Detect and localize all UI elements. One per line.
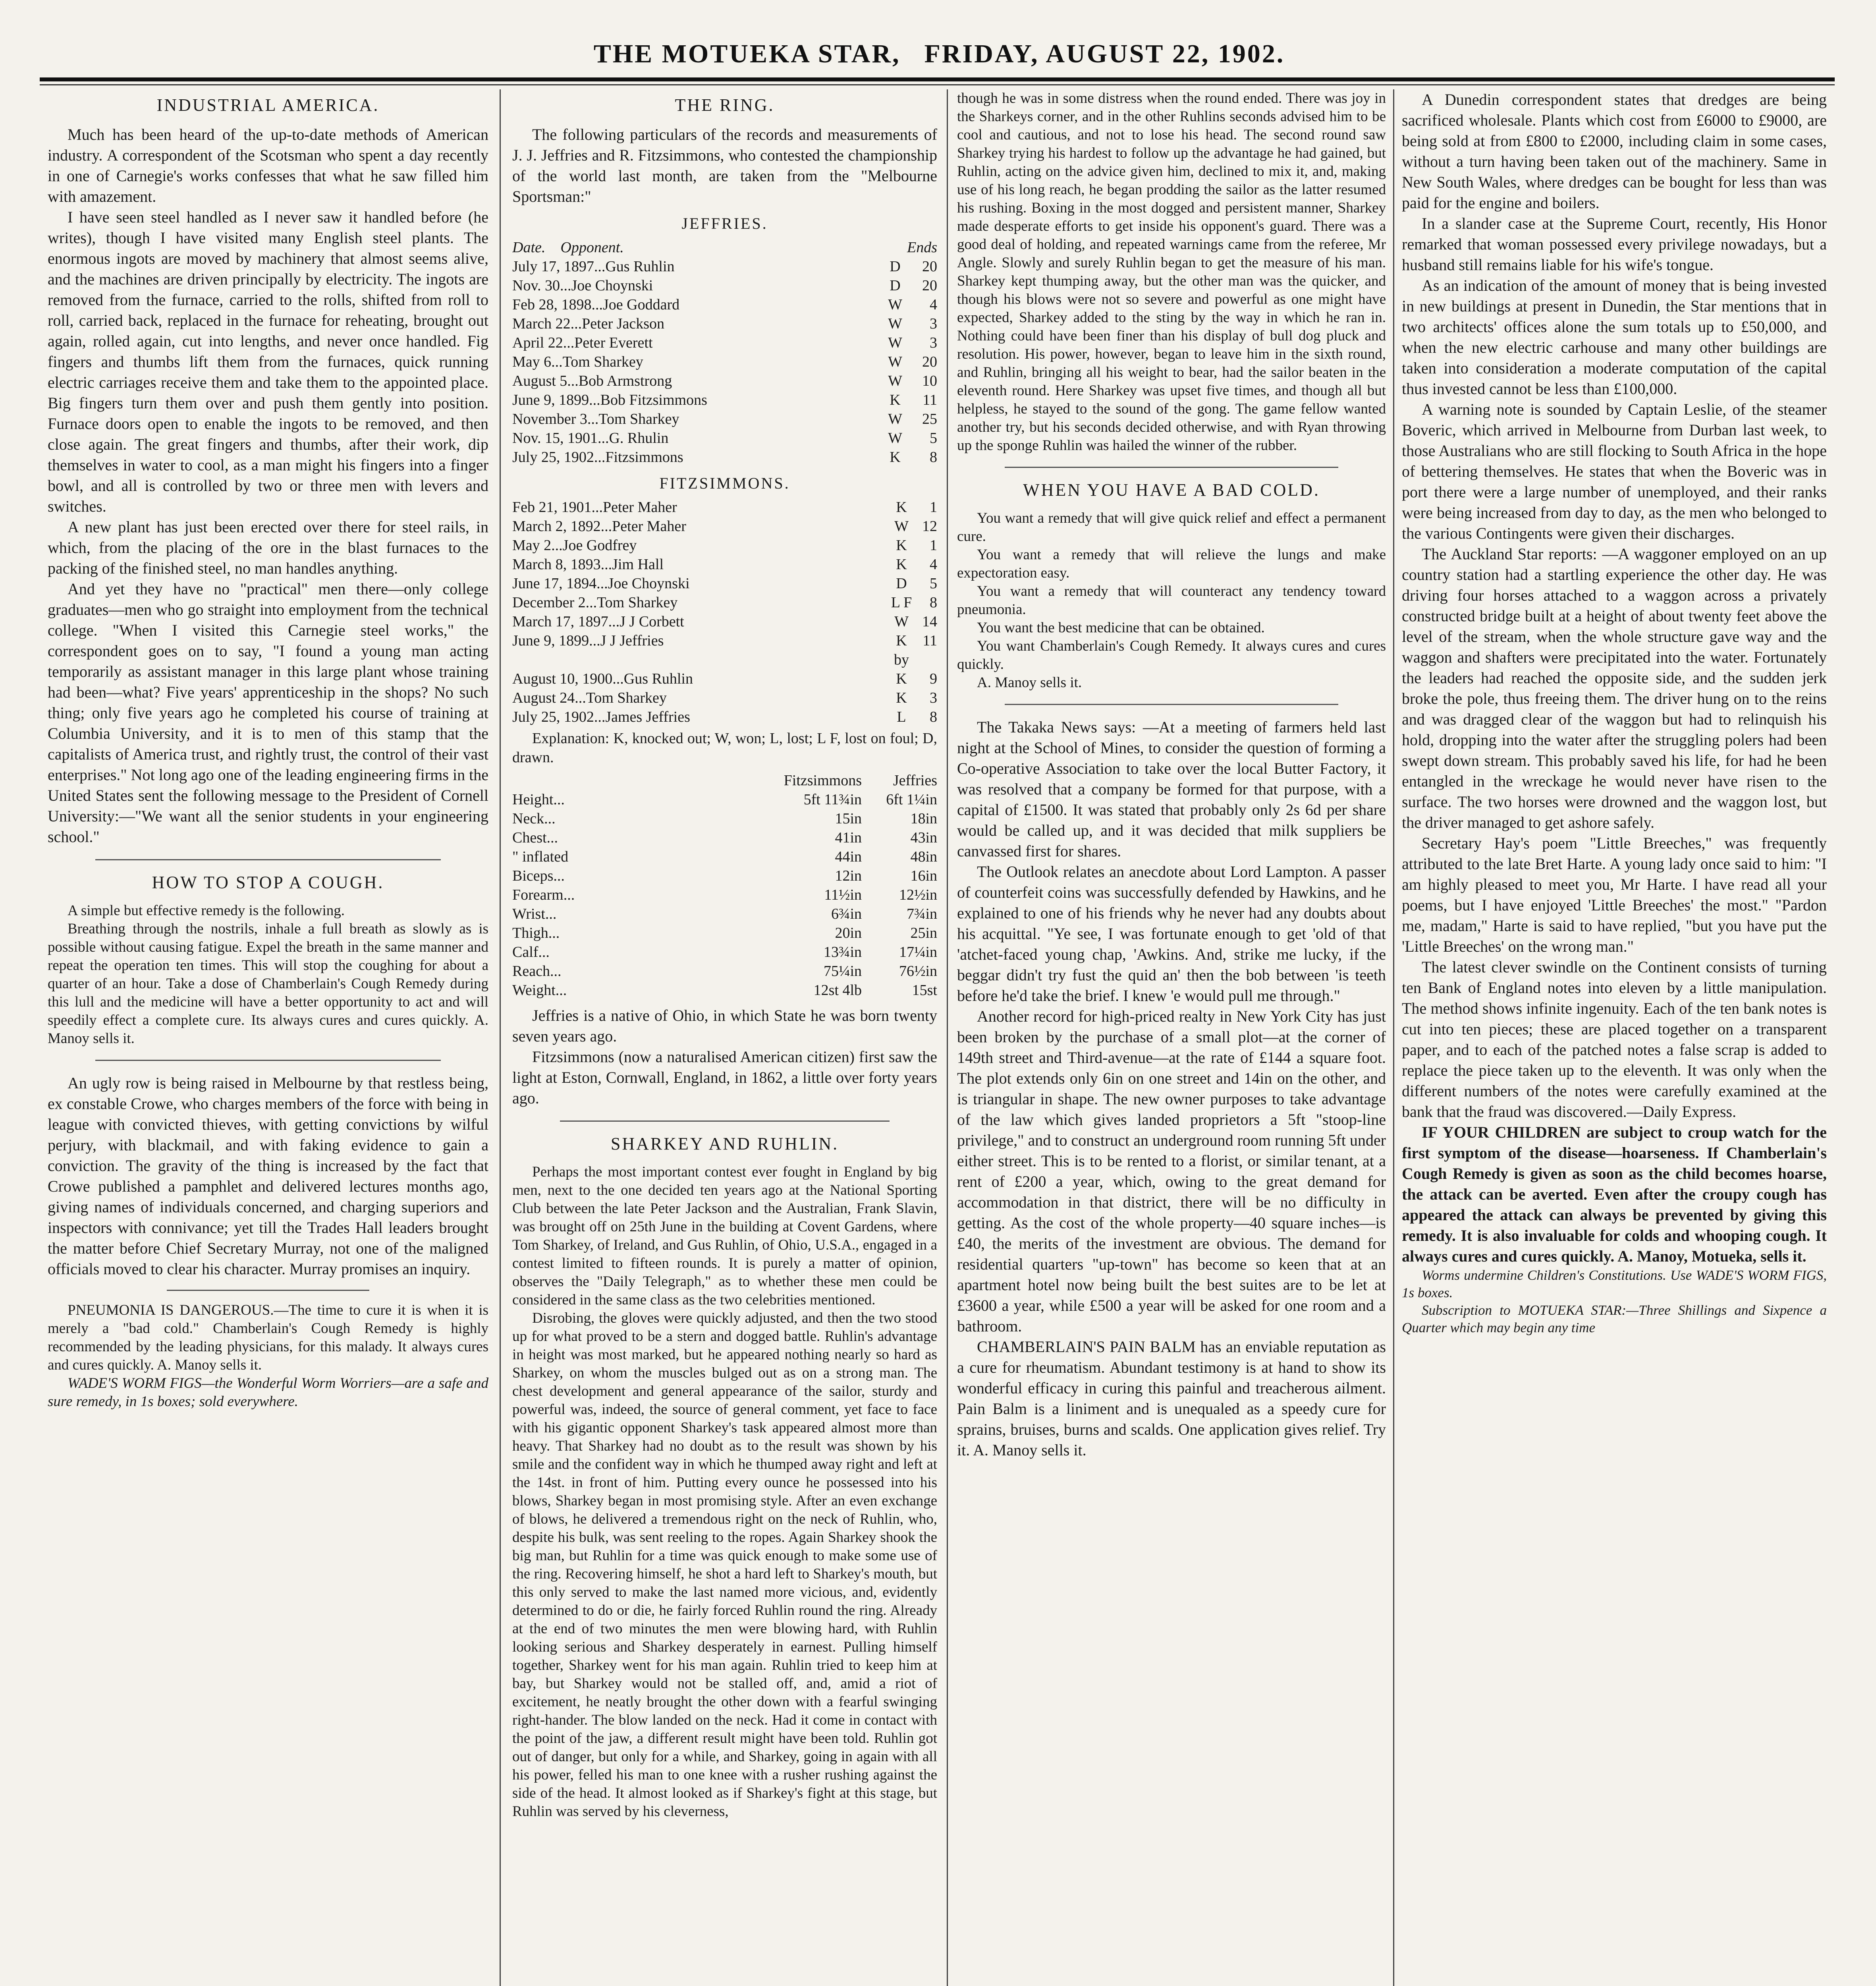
column-rule: [1393, 89, 1394, 1986]
measurements-table: [512, 771, 937, 1000]
bout-result: W: [888, 411, 902, 427]
measurement-fitzsimmons: 44in: [835, 848, 862, 865]
measurement-jeffries: 12½in: [899, 887, 937, 903]
advert-line: You want a remedy that will relieve the lungs and make expectoration easy.: [957, 547, 1386, 581]
fitzsimmons-bout-row: [512, 536, 937, 555]
article-paragraph: The following particulars of the records and measurements of J. J. Jeffries and R. Fitzsimmons, who contested the championship of the world last month, are taken from the "Melbourne Sportsman:": [512, 126, 937, 205]
measurement-label: Neck...: [512, 810, 556, 827]
measurement-row: [512, 847, 937, 866]
measurement-label: Thigh...: [512, 925, 560, 941]
advert-title-bad-cold: WHEN YOU HAVE A BAD COLD.: [1023, 480, 1320, 500]
column-3: [957, 89, 1386, 1986]
bout-rounds: 3: [930, 690, 937, 706]
advert-pain-balm: CHAMBERLAIN'S PAIN BALM has an enviable reputation as a cure for rheumatism. Abundant testimony is at hand to show its wonderful efficacy in curing this painful and treacherous ailment. Pain Balm is a liniment and is unequaled as a speedy cure for sprains, bruises, burns and scalds. One application gives relief. Try it. A. Manoy sells it.: [957, 1338, 1386, 1459]
measurement-jeffries: 25in: [910, 925, 937, 941]
measurement-jeffries: 43in: [910, 829, 937, 846]
bout-rounds: 4: [930, 296, 937, 313]
section-divider: [1005, 704, 1338, 705]
jeffries-bout-row: [512, 448, 937, 467]
bout-date-opponent: May 2...Joe Godfrey: [512, 537, 637, 554]
fitzsimmons-bout-row: [512, 688, 937, 707]
fitzsimmons-bout-row: [512, 574, 937, 593]
measurement-label: Chest...: [512, 829, 558, 846]
advert-line: You want a remedy that will counteract any tendency toward pneumonia.: [957, 583, 1386, 618]
measurement-fitzsimmons: 5ft 11¾in: [803, 791, 862, 808]
bout-date-opponent: March 22...Peter Jackson: [512, 315, 665, 332]
bout-date-opponent: August 10, 1900...Gus Ruhlin: [512, 670, 693, 687]
measurement-fitzsimmons: 12in: [835, 867, 862, 884]
bout-result: D: [890, 277, 901, 294]
col-opponent-label: Opponent.: [560, 239, 624, 256]
column-1: [48, 89, 488, 1986]
article-title-sharkey-ruhlin: SHARKEY AND RUHLIN.: [610, 1134, 839, 1153]
section-divider: [560, 1121, 890, 1122]
measurement-row: [512, 981, 937, 1000]
advert-your-children: IF YOUR CHILDREN are subject to croup watch for the first symptom of the disease—hoarseness. If Chamberlain's Cough Remedy is given as soon as the child becomes hoarse, the attack can be averted. Even after the croupy cough has appeared the attack can always be prevented by giving this remedy. It is also invaluable for colds and whooping cough. It always cures and cures quickly. A. Manoy, Motueka, sells it.: [1402, 1123, 1827, 1265]
advert-wades-worm-figs: WADE'S WORM FIGS—the Wonderful Worm Worriers—are a safe and sure remedy, in 1s boxes; sold everywhere.: [48, 1375, 488, 1410]
advert-pneumonia: PNEUMONIA IS DANGEROUS.—The time to cure it is when it is merely a "bad cold." Chamberlain's Cough Remedy is highly recommended by the leading physicians, for this malady. It always cures and cures quickly. A. Manoy sells it.: [48, 1302, 488, 1373]
jeffries-bout-row: [512, 276, 937, 295]
col-ends-label: Ends: [907, 239, 937, 256]
article-paragraph: though he was in some distress when the round ended. There was joy in the Sharkeys corner, and in the other Ruhlins seconds advised him to be cool and cautious, and not to lose his head. The second round saw Sharkey trying his hardest to follow up the advantage he had gained, but Ruhlin, acting on the advice given him, declined to mix it, and, making use of his long reach, he began prodding the sailor as the latter resumed his rushing. Boxing in the most dogged and persistent manner, Sharkey made desperate efforts to get inside his opponent's guard. There was a good deal of holding, and repeated warnings came from the referee, Mr Angle. Slowly and surely Ruhlin began to get the measure of his man. Sharkey kept thumping away, but the other man was the quicker, and though his blows were not so severe and powerful as one might have expected, Sharkey added to the sting by the way in which he ran in. Nothing could have been finer than his display of bull dog pluck and resolution. His power, however, began to leave him in the sixth round, and Ruhlin, bringing all his weight to bear, had the sailor beaten in the eleventh round. Here Sharkey was upset five times, and though all but helpless, he stayed to the sound of the gong. The game fellow wanted another try, but his seconds decided otherwise, and with Ryan throwing up the sponge Ruhlin was hailed the winner of the rubber.: [957, 90, 1386, 454]
masthead-date: FRIDAY, AUGUST 22, 1902.: [924, 39, 1285, 68]
article-paragraph: The latest clever swindle on the Continent consists of turning ten Bank of England notes into eleven by a little manipulation. The method shows infinite ingenuity. Each of the ten bank notes is cut into ten pieces; these are placed together on a transparent paper, and to each of the patched notes a false scrap is added to replace the piece taken up to the eleventh. It was only when the different numbers of the notes were carefully examined at the bank that the fraud was discovered.—Daily Express.: [1402, 958, 1827, 1121]
measurement-row: [512, 866, 937, 885]
jeffries-bout-row: [512, 295, 937, 314]
article-paragraph: I have seen steel handled as I never saw it handled before (he writes), though I have visited many English steel plants. The enormous ingots are moved by machinery that almost seems alive, and the machines are driven principally by electricity. The ingots are removed from the furnace, carried to the rolls, shifted from roll to roll, carried back, replaced in the furnace for reheating, brought out again, rolled again, cut into lengths, and never once handled. Fig fingers and thumbs lift them from the furnaces, quick running electric carriages receive them and take them to the appointed place. Big fingers turn them over and push them gently into position. Furnace doors open to enable the ingots to be removed, and then close again. The great fingers and thumbs, after their work, dip themselves in water to cool, as a man might his fingers into a finger bowl, and all is controlled by two or three men with levers and switches.: [48, 208, 488, 515]
advert-bad-cold: [957, 509, 1386, 692]
article-paragraph: A warning note is sounded by Captain Leslie, of the steamer Boveric, which arrived in Melbourne from Durban last week, to those Australians who are still flocking to South Africa in the hope of bettering themselves. He states that when the Boveric was in port there were a large number of unemployed, and their ranks were being increased from day to day, as the men who belonged to the various Contingents were given their discharges.: [1402, 400, 1827, 542]
measurement-label: Wrist...: [512, 906, 557, 922]
bout-rounds: 14: [922, 613, 937, 630]
bout-rounds: 11: [923, 392, 937, 408]
bout-rounds: 3: [930, 334, 937, 351]
section-divider: [167, 1290, 369, 1291]
fitzsimmons-bout-row: [512, 593, 937, 612]
bout-date-opponent: April 22...Peter Everett: [512, 334, 653, 351]
jeffries-bout-row: [512, 257, 937, 276]
bout-date-opponent: Nov. 30...Joe Choynski: [512, 277, 653, 294]
bout-date-opponent: July 25, 1902...Fitzsimmons: [512, 449, 683, 466]
measurement-jeffries: 48in: [910, 848, 937, 865]
bout-rounds: 12: [922, 518, 937, 535]
fitzsimmons-bout-row: [512, 631, 937, 669]
jeffries-record-table: [512, 238, 937, 467]
advert-line: You want Chamberlain's Cough Remedy. It always cures and cures quickly.: [957, 638, 1386, 672]
measurement-jeffries: 6ft 1¼in: [886, 791, 937, 808]
measurement-row: [512, 923, 937, 943]
bout-date-opponent: July 17, 1897...Gus Ruhlin: [512, 258, 675, 275]
bout-rounds: 10: [922, 373, 937, 389]
bout-result: W: [894, 518, 909, 535]
bout-rounds: 3: [930, 315, 937, 332]
fitzsimmons-bout-row: [512, 612, 937, 631]
measurement-jeffries: 15st: [912, 982, 937, 999]
bout-rounds: 20: [922, 354, 937, 370]
column-rule: [500, 89, 501, 1986]
jeffries-bout-row: [512, 429, 937, 448]
meas-head-jeffries: Jeffries: [893, 772, 937, 789]
jeffries-heading: JEFFRIES.: [681, 214, 768, 232]
article-paragraph: Fitzsimmons (now a naturalised American citizen) first saw the light at Eston, Cornwall, England, in 1862, a little over forty years ago.: [512, 1048, 937, 1107]
measurement-jeffries: 76½in: [899, 963, 937, 979]
measurement-jeffries: 7¾in: [906, 906, 937, 922]
table-header-row: [512, 771, 937, 790]
article-paragraph: Much has been heard of the up-to-date methods of American industry. A correspondent of the Scotsman who spent a day recently in one of Carnegie's works confesses that what he saw filled him with amazement.: [48, 126, 488, 205]
measurement-row: [512, 790, 937, 809]
measurement-fitzsimmons: 13¾in: [823, 944, 862, 960]
measurement-label: Weight...: [512, 982, 567, 999]
jeffries-bout-row: [512, 314, 937, 333]
measurement-fitzsimmons: 15in: [835, 810, 862, 827]
measurement-label: Height...: [512, 791, 565, 808]
masthead: [52, 28, 1827, 75]
article-paragraph: Jeffries is a native of Ohio, in which State he was born twenty seven years ago.: [512, 1007, 937, 1045]
bout-result: L: [897, 709, 906, 725]
subscription-notice: Subscription to MOTUEKA STAR:—Three Shillings and Sixpence a Quarter which may begin any time: [1402, 1302, 1827, 1335]
masthead-paper-name: THE MOTUEKA STAR,: [593, 39, 901, 68]
article-paragraph: A simple but effective remedy is the following.: [68, 902, 345, 919]
column-4: [1402, 89, 1827, 1986]
measurement-row: [512, 885, 937, 904]
bout-date-opponent: August 5...Bob Armstrong: [512, 373, 672, 389]
bout-date-opponent: Feb 21, 1901...Peter Maher: [512, 499, 677, 516]
measurement-row: [512, 809, 937, 828]
section-divider: [1005, 467, 1338, 468]
measurement-fitzsimmons: 6¾in: [831, 906, 862, 922]
bout-rounds: 4: [930, 556, 937, 573]
bout-rounds: 8: [930, 449, 937, 466]
bout-result: W: [888, 373, 902, 389]
article-paragraph: And yet they have no "practical" men there—only college graduates—men who go straight into employment from the technical college. "When I visited this Carnegie steel works," the correspondent goes on to say, "I found a young man acting temporarily as assistant manager in this large plant whose training had been—what? Five years' apprenticeship in the shops? No such thing; only five years ago he completed his course of training at Columbia University, and it is to men of this stamp that the capitalists of America trust, and rightly trust, the control of their vast enterprises." Not long ago one of the leading engineering firms in the United States sent the following message to the President of Cornell University:—"We want all the senior students in your engineering school.": [48, 580, 488, 846]
bout-date-opponent: Feb 28, 1898...Joe Goddard: [512, 296, 680, 313]
bout-result: K: [896, 499, 907, 516]
article-paragraph: Disrobing, the gloves were quickly adjusted, and then the two stood up for what proved to be a stern and dogged battle. Ruhlin's advantage in height was most marked, but he appeared nothing nearly so hard as Sharkey, on whom the muscles bulged out as on a strong man. The chest development and general appearance of the sailor, sturdy and powerful was, indeed, the source of general comment, yet face to face with his gigantic opponent Sharkey's task appeared almost more than heavy. That Sharkey had no doubt as to the result was shown by his smile and the confident way in which he thumped away right and left at the 14st. in front of him. Putting every ounce he possessed into his blows, Sharkey began in most promising style. After an even exchange of blows, he delivered a tremendous right on the neck of Ruhlin, who, despite his bulk, was sent reeling to the ropes. Again Sharkey shook the big man, but Ruhlin for a time was quick enough to make some use of the ring. Recovering himself, he shot a hard left to Sharkey's mouth, but this only served to make the last named more vicious, and, evidently determined to do or die, he fairly forced Ruhlin round the ring. Already at the end of two minutes the men were blowing hard, with Ruhlin looking serious and Sharkey desperately in earnest. Pulling himself together, Sharkey went for his man again. Ruhlin tried to keep him at bay, but Sharkey would not be stalled off, and, amid a riot of excitement, he neatly brought the other down with a fearful swinging right-hander. The blow landed on the neck. Had it come in contact with the point of the jaw, a different result might have been told. Ruhlin got out of danger, but only for a while, and Sharkey, going in again with all his power, felled his man to one knee with a rusher rushing against the side of the head. It almost looked as if Sharkey's fight at this stage, but Ruhlin was served by his cleverness,: [512, 1310, 937, 1820]
meas-head-fitzsimmons: Fitzsimmons: [784, 772, 862, 789]
bout-rounds: 5: [930, 430, 937, 446]
article-title-stop-cough: HOW TO STOP A COUGH.: [152, 873, 384, 892]
measurement-fitzsimmons: 11½in: [824, 887, 862, 903]
bout-result: W: [888, 354, 902, 370]
article-paragraph: The Takaka News says: —At a meeting of farmers held last night at the School of Mines, to consider the question of forming a Co-operative Association to take over the local Butter Factory, it was resolved that a company be formed for that purpose, with a capital of £1500. It was stated that probably only 2s 6d per share would be called up, and it was decided that milk suppliers be canvassed first for shares.: [957, 718, 1386, 860]
fitzsimmons-bout-row: [512, 669, 937, 688]
measurement-row: [512, 904, 937, 923]
bout-date-opponent: June 17, 1894...Joe Choynski: [512, 575, 690, 592]
bout-result: D: [896, 575, 907, 592]
bout-result: W: [888, 334, 902, 351]
bout-result: L F: [891, 594, 912, 611]
fitzsimmons-bout-row: [512, 517, 937, 536]
article-paragraph: Perhaps the most important contest ever fought in England by big men, next to the one decided ten years ago at the National Sporting Club between the late Peter Jackson and the Australian, Frank Slavin, was brought off on 25th June in the building at Covent Gardens, where Tom Sharkey, of Ireland, and Gus Ruhlin, of Ohio, U.S.A., engaged in a contest limited to fifteen rounds. It is purely a matter of opinion, observes the "Daily Telegraph," as to whether these men could be considered in the same class as the two celebrities mentioned.: [512, 1164, 937, 1308]
jeffries-bout-row: [512, 333, 937, 352]
bout-date-opponent: July 25, 1902...James Jeffries: [512, 709, 690, 725]
measurement-fitzsimmons: 41in: [835, 829, 862, 846]
article-title-the-ring: THE RING.: [675, 95, 775, 115]
measurement-jeffries: 16in: [910, 867, 937, 884]
column-rule: [947, 89, 948, 1986]
bout-result: K: [896, 556, 907, 573]
bout-date-opponent: March 8, 1893...Jim Hall: [512, 556, 664, 573]
jeffries-bout-row: [512, 410, 937, 429]
column-2: [512, 89, 937, 1986]
bout-result: K: [896, 690, 907, 706]
jeffries-bout-row: [512, 352, 937, 371]
masthead-rule-thin: [40, 84, 1835, 85]
article-paragraph: As an indication of the amount of money that is being invested in new buildings at present in Dunedin, the Star mentions that in two architects' offices alone the sum totals up to £50,000, and when the new electric carhouse and many other buildings are taken into consideration a moderate computation of the capital thus invested cannot be less than £100,000.: [1402, 276, 1827, 398]
bout-rounds: 1: [930, 537, 937, 554]
article-paragraph: The Auckland Star reports: —A waggoner employed on an up country station had a startling experience the other day. He was driving four horses attached to a waggon across a privately constructed bridge built at a height of about twenty feet above the level of the stream, when the whole structure gave way and the waggon and shafters were precipitated into the water. Fortunately the leaders had reached the opposite side, and the sudden jerk broke the pole, thus freeing them. The driver hung on to the reins and was dragged clear of the waggon but had to relinquish his hold, dropping into the water after the struggling polers had been swept down stream. This probably saved his life, for had he been entangled in the wreckage he would never have risen to the surface. The two horses were drowned and the waggon lost, but the driver managed to get ashore safely.: [1402, 545, 1827, 831]
bout-rounds: 5: [930, 575, 937, 592]
bout-date-opponent: March 2, 1892...Peter Maher: [512, 518, 686, 535]
jeffries-bout-row: [512, 371, 937, 390]
bout-rounds: 1: [930, 499, 937, 516]
bout-date-opponent: August 24...Tom Sharkey: [512, 690, 667, 706]
measurement-jeffries: 18in: [910, 810, 937, 827]
bout-result: K: [890, 392, 901, 408]
bout-result: D: [890, 258, 901, 275]
bout-rounds: 8: [930, 709, 937, 725]
bout-date-opponent: June 9, 1899...J J Jeffries: [512, 632, 664, 649]
advert-worm-figs: Worms undermine Children's Constitutions. Use WADE'S WORM FIGS, 1s boxes.: [1402, 1267, 1827, 1300]
measurement-row: [512, 962, 937, 981]
article-title-industrial-america: INDUSTRIAL AMERICA.: [156, 95, 380, 115]
measurement-label: Calf...: [512, 944, 550, 960]
bout-rounds: 8: [930, 594, 937, 611]
measurement-fitzsimmons: 12st 4lb: [813, 982, 862, 999]
measurement-row: [512, 943, 937, 962]
advert-line: You want a remedy that will give quick relief and effect a permanent cure.: [957, 510, 1386, 545]
bout-result: W: [888, 315, 902, 332]
measurement-label: Forearm...: [512, 887, 575, 903]
bout-rounds: 20: [922, 277, 937, 294]
measurement-fitzsimmons: 20in: [835, 925, 862, 941]
section-divider: [95, 1060, 441, 1061]
measurement-label: Reach...: [512, 963, 562, 979]
article-paragraph: A Dunedin correspondent states that dredges are being sacrificed wholesale. Plants which cost from £6000 to £9000, are being sold at from £800 to £2000, including claim in some cases, without a turn having been taken out of the machinery. Same in New South Wales, where dredges can be bought for less than was paid for the engine and boilers.: [1402, 91, 1827, 212]
bout-result: K by: [894, 632, 909, 668]
article-paragraph: A new plant has just been erected over there for steel rails, in which, from the placing of the ore in the blast furnaces to the packing of the finished steel, no man handles anything.: [48, 518, 488, 577]
bout-date-opponent: Nov. 15, 1901...G. Rhulin: [512, 430, 669, 446]
fitzsimmons-heading: FITZSIMMONS.: [659, 474, 790, 492]
article-paragraph: Secretary Hay's poem "Little Breeches," was frequently attributed to the late Bret Harte. A young lady once said to him: "I am highly pleased to meet you, Mr Harte. I have read all your poems, but I have enjoyed 'Little Breeches' the most." "Pardon me, madam," Harte is said to have replied, "but you have put the 'Little Breeches' on the wrong man.": [1402, 834, 1827, 955]
bout-date-opponent: May 6...Tom Sharkey: [512, 354, 643, 370]
measurement-label: Biceps...: [512, 867, 565, 884]
bout-result: K: [890, 449, 901, 466]
advert-line: You want the best medicine that can be obtained.: [977, 620, 1265, 636]
fitzsimmons-bout-row: [512, 707, 937, 726]
fitzsimmons-record-table: [512, 498, 937, 726]
bout-result: W: [894, 613, 909, 630]
bout-rounds: 9: [930, 670, 937, 687]
bout-rounds: 11: [923, 632, 937, 649]
article-paragraph: The Outlook relates an anecdote about Lord Lampton. A passer of counterfeit coins was successfully defended by Hawkins, and he explained to one of his friends why he never had any doubts about his acquittal. "Ye see, I was fortunate enough to get 'old of that 'atchet-faced young chap, 'Awkins. And, strike me lucky, if the beggar didn't try fust the quid an' then the bob between 'is teeth before he'd take the brief. I knew 'e would pull me through.": [957, 863, 1386, 1005]
table-header-row: [512, 238, 937, 257]
measurement-fitzsimmons: 75¼in: [823, 963, 862, 979]
bout-result: K: [896, 537, 907, 554]
measurement-label: " inflated: [512, 848, 569, 865]
masthead-rule: [40, 77, 1835, 81]
record-explanation: Explanation: K, knocked out; W, won; L, lost; L F, lost on foul; D, drawn.: [512, 730, 937, 766]
article-paragraph: In a slander case at the Supreme Court, recently, His Honor remarked that woman possessed every privilege nowadays, but a husband still remains liable for his wife's tongue.: [1402, 214, 1827, 274]
measurement-row: [512, 828, 937, 847]
article-paragraph: Another record for high-priced realty in New York City has just been broken by the purchase of a small plot—at the corner of 149th street and Third-avenue—at the rate of £144 a square foot. The plot extends only 6in on one street and 14in on the other, and is triangular in shape. The new owner purposes to take advantage of the law which gives landed proprietors a 5ft "stoop-line privilege," and to construct an underground room running 5ft under either street. This is to be rented to a florist, or similar tenant, at a rent of £200 a year, which, owing to the great demand for accommodation in that district, there will be no difficulty in getting. As the cost of the whole property—40 square inches—is £40, the merits of the investment are obvious. The demand for residential quarters "up-town" has become so keen that at an apartment hotel now being built the best suites are to be let at £3600 a year, while £500 a year will be asked for one room and a bathroom.: [957, 1007, 1386, 1335]
bout-date-opponent: June 9, 1899...Bob Fitzsimmons: [512, 392, 707, 408]
bout-result: K: [896, 670, 907, 687]
bout-date-opponent: March 17, 1897...J J Corbett: [512, 613, 684, 630]
bout-date-opponent: December 2...Tom Sharkey: [512, 594, 678, 611]
article-paragraph: An ugly row is being raised in Melbourne by that restless being, ex constable Crowe, who charges members of the force with being in league with convicted thieves, with getting convictions by wilful perjury, with blackmail, and with faking evidence to gain a conviction. The gravity of the thing is increased by the fact that Crowe published a pamphlet and delivered lectures months ago, giving names of individuals concerned, and charging superiors and inspectors with connivance; yet till the Trades Hall leaders brought the matter before Chief Secretary Murray, not one of the maligned officials moved to clear his character. Murray promises an inquiry.: [48, 1074, 488, 1278]
advert-line: A. Manoy sells it.: [977, 674, 1082, 691]
article-paragraph: Breathing through the nostrils, inhale a full breath as slowly as is possible without causing fatigue. Expel the breath in the same manner and repeat the operation ten times. This will stop the coughing for about a quarter of an hour. Take a dose of Chamberlain's Cough Remedy during this lull and the medicine will have a better opportunity to act and will speedily effect a complete cure. Its always cures and cures quickly. A. Manoy sells it.: [48, 921, 488, 1047]
measurement-jeffries: 17¼in: [899, 944, 937, 960]
fitzsimmons-bout-row: [512, 555, 937, 574]
section-divider: [95, 859, 441, 860]
bout-rounds: 20: [922, 258, 937, 275]
fitzsimmons-bout-row: [512, 498, 937, 517]
bout-rounds: 25: [922, 411, 937, 427]
bout-result: W: [888, 296, 902, 313]
col-date-label: Date.: [512, 239, 546, 256]
jeffries-bout-row: [512, 390, 937, 410]
bout-result: W: [888, 430, 902, 446]
bout-date-opponent: November 3...Tom Sharkey: [512, 411, 679, 427]
